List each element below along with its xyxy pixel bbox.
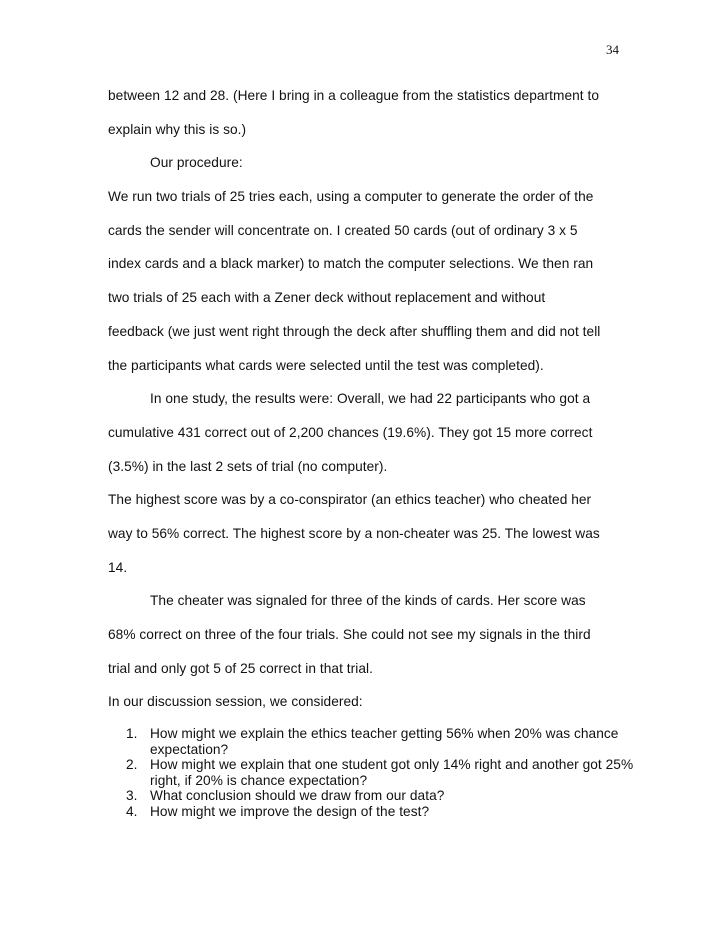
section-heading: Our procedure: bbox=[150, 155, 243, 171]
text-line: between 12 and 28. (Here I bring in a colleague from the statistics department to bbox=[108, 88, 599, 103]
text-line: cumulative 431 correct out of 2,200 chances (19.6%). They got 15 more correct bbox=[108, 424, 593, 440]
list-number: 4. bbox=[126, 803, 138, 819]
text-line: index cards and a black marker) to match the computer selections. We then ran bbox=[108, 256, 594, 272]
list-item bbox=[126, 726, 636, 757]
question-list bbox=[126, 726, 636, 820]
list-text: What conclusion should we draw from our data? bbox=[150, 788, 445, 804]
list-item bbox=[126, 757, 636, 788]
text-line: In one study, the results were: Overall, we had 22 participants who got a bbox=[150, 391, 591, 407]
text-line: two trials of 25 each with a Zener deck without replacement and without bbox=[108, 290, 546, 306]
text-line: We run two trials of 25 tries each, using a computer to generate the order of the bbox=[108, 189, 594, 205]
text-line: The cheater was signaled for three of the kinds of cards. Her score was bbox=[150, 593, 586, 609]
text-line: 68% correct on three of the four trials. She could not see my signals in the third bbox=[108, 627, 591, 642]
text-line: In our discussion session, we considered: bbox=[108, 694, 363, 710]
text-line: way to 56% correct. The highest score by a non-cheater was 25. The lowest was bbox=[108, 525, 600, 541]
list-number: 3. bbox=[126, 788, 138, 804]
text-line: The highest score was by a co-conspirator (an ethics teacher) who cheated her bbox=[108, 492, 592, 508]
text-line: 14. bbox=[108, 559, 128, 575]
text-line: feedback (we just went right through the deck after shuffling them and did not tell bbox=[108, 323, 601, 339]
list-number: 2. bbox=[126, 757, 138, 773]
text-line: cards the sender will concentrate on. I created 50 cards (out of ordinary 3 x 5 bbox=[108, 222, 578, 238]
text-line: trial and only got 5 of 25 correct in that trial. bbox=[108, 660, 373, 676]
list-item bbox=[126, 804, 636, 820]
list-text: How might we explain that one student got only 14% right and another got 25% right, if 20% is chance expectation? bbox=[150, 757, 634, 788]
list-item bbox=[126, 788, 636, 804]
list-text: How might we improve the design of the test? bbox=[150, 803, 430, 819]
text-line: explain why this is so.) bbox=[108, 121, 247, 137]
page-number: 34 bbox=[606, 42, 619, 57]
document-body bbox=[108, 84, 628, 724]
list-text: How might we explain the ethics teacher getting 56% when 20% was chance expectation? bbox=[150, 726, 619, 757]
text-line: (3.5%) in the last 2 sets of trial (no computer). bbox=[108, 458, 388, 474]
text-line: the participants what cards were selected until the test was completed). bbox=[108, 357, 544, 373]
list-number: 1. bbox=[126, 726, 138, 741]
